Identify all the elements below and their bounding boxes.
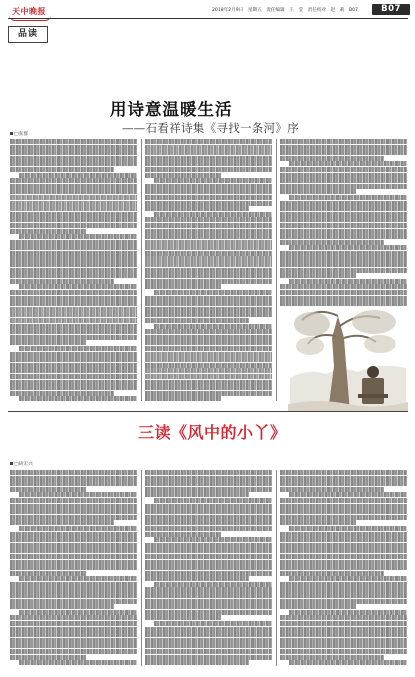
text-line [10, 632, 137, 637]
text-line [145, 195, 272, 200]
text-line [280, 615, 407, 620]
text-line [145, 526, 272, 531]
text-line [145, 504, 272, 509]
text-line [145, 509, 272, 514]
text-line [289, 161, 407, 166]
text-line [10, 520, 114, 525]
text-line [145, 599, 272, 604]
text-line [280, 150, 407, 155]
text-line [145, 307, 272, 312]
text-line [145, 593, 272, 598]
text-line [145, 184, 272, 189]
text-line [10, 229, 86, 234]
article-separator [8, 411, 408, 412]
text-line [10, 178, 137, 183]
column-divider [276, 470, 277, 666]
article2-column-3 [280, 470, 407, 666]
text-line [10, 245, 137, 250]
article1-headline: 用诗意温暖生活 [110, 100, 233, 119]
text-line [145, 329, 272, 334]
text-line [10, 335, 137, 340]
text-line [280, 571, 384, 576]
text-line [145, 145, 272, 150]
text-line [145, 318, 249, 323]
article1-column-1 [10, 139, 137, 401]
text-line [145, 649, 272, 654]
text-line [145, 357, 272, 362]
text-line [145, 615, 221, 620]
text-line [145, 201, 272, 206]
text-line [145, 380, 272, 385]
text-line [10, 537, 137, 542]
tree-illustration [288, 308, 408, 412]
text-line [145, 340, 272, 345]
column-divider [141, 139, 142, 401]
text-line [10, 312, 137, 317]
text-line [145, 660, 249, 665]
text-line [145, 167, 272, 172]
text-line [280, 223, 407, 228]
text-line [280, 532, 407, 537]
text-line [10, 363, 137, 368]
text-line [10, 599, 137, 604]
text-line [280, 145, 407, 150]
text-line [280, 638, 407, 643]
column-divider [141, 470, 142, 666]
text-line [280, 520, 356, 525]
text-line [280, 189, 356, 194]
article1-byline: □张群 [10, 130, 28, 137]
text-line [145, 638, 272, 643]
text-line [280, 256, 407, 261]
text-line [280, 599, 407, 604]
text-line [10, 262, 137, 267]
page-number-badge [372, 4, 410, 15]
text-line [280, 565, 407, 570]
text-line [145, 627, 272, 632]
text-line [10, 206, 137, 211]
text-line [280, 476, 407, 481]
text-line [280, 178, 407, 183]
text-line [145, 492, 249, 497]
text-line [145, 543, 272, 548]
text-line [154, 537, 272, 542]
text-line [145, 312, 272, 317]
text-line [145, 173, 221, 178]
text-line [10, 340, 86, 345]
text-line [10, 290, 137, 295]
article2-column-2 [145, 470, 272, 666]
text-line [280, 139, 407, 144]
text-line [10, 587, 137, 592]
text-line [145, 520, 272, 525]
text-line [280, 604, 356, 609]
text-line [10, 604, 114, 609]
text-line [145, 251, 272, 256]
text-line [10, 627, 137, 632]
text-line [280, 548, 407, 553]
logo-text: 天中晚报 [12, 6, 46, 16]
text-line [145, 273, 272, 278]
text-line [145, 548, 272, 553]
text-line [10, 548, 137, 553]
text-line [154, 498, 272, 503]
text-line [280, 234, 407, 239]
text-line [280, 201, 407, 206]
text-line [145, 576, 249, 581]
text-line [10, 638, 137, 643]
text-line [10, 301, 137, 306]
page-number: B07 [381, 4, 401, 14]
column-divider [276, 139, 277, 401]
text-line [10, 156, 137, 161]
text-line [10, 279, 114, 284]
text-line [145, 279, 272, 284]
text-line [145, 217, 272, 222]
text-line [145, 368, 272, 373]
text-line [10, 307, 137, 312]
text-line [145, 374, 272, 379]
text-line [10, 352, 137, 357]
text-line [280, 290, 407, 295]
header-meta: 2018年2月9日 星期五 责任编辑 王 莹 责任校对 赵 莉 B07 [212, 8, 358, 13]
text-line [280, 273, 356, 278]
text-line [289, 526, 407, 531]
text-line [145, 206, 249, 211]
text-line [145, 476, 272, 481]
text-line [10, 240, 137, 245]
text-line [280, 487, 384, 492]
text-line [280, 206, 407, 211]
text-line [10, 380, 137, 385]
text-line [10, 509, 137, 514]
text-line [10, 273, 137, 278]
text-line [280, 296, 407, 301]
text-line [280, 593, 407, 598]
text-line [289, 660, 407, 665]
text-line [19, 492, 137, 497]
text-line [145, 256, 272, 261]
text-line [10, 167, 114, 172]
text-line [10, 593, 137, 598]
text-line [280, 560, 407, 565]
text-line [10, 560, 137, 565]
text-line [145, 632, 272, 637]
text-line [145, 268, 272, 273]
text-line [289, 610, 407, 615]
section-label [8, 26, 48, 43]
text-line [10, 643, 137, 648]
text-line [280, 582, 407, 587]
text-line [10, 318, 137, 323]
text-line [289, 279, 407, 284]
text-line [145, 385, 272, 390]
text-line [145, 352, 272, 357]
text-line [280, 621, 407, 626]
text-line [145, 643, 272, 648]
text-line [145, 262, 272, 267]
text-line [19, 396, 137, 401]
text-line [10, 655, 86, 660]
text-line [145, 150, 272, 155]
text-line [19, 173, 137, 178]
article1-subheadline: ——石看祥诗集《寻找一条河》序 [122, 121, 299, 135]
text-line [280, 284, 407, 289]
text-line [280, 240, 384, 245]
text-line [280, 504, 407, 509]
text-line [145, 296, 272, 301]
text-line [10, 329, 137, 334]
text-line [10, 161, 137, 166]
text-line [19, 526, 137, 531]
text-line [145, 487, 272, 492]
text-line [145, 234, 272, 239]
article2-byline: □胡宏兴 [10, 460, 33, 467]
text-line [145, 229, 272, 234]
text-line [289, 195, 407, 200]
text-line [10, 615, 137, 620]
text-line [145, 481, 272, 486]
text-line [280, 156, 384, 161]
text-line [289, 492, 407, 497]
text-line [10, 296, 137, 301]
text-line [280, 301, 407, 306]
text-line [10, 217, 137, 222]
text-line [154, 290, 272, 295]
text-line [145, 363, 272, 368]
text-line [280, 632, 407, 637]
text-line [10, 145, 137, 150]
text-line [280, 229, 407, 234]
text-line [145, 391, 272, 396]
text-line [280, 643, 407, 648]
text-line [145, 245, 272, 250]
text-line [10, 565, 137, 570]
text-line [19, 284, 137, 289]
text-line [10, 374, 137, 379]
text-line [145, 515, 272, 520]
text-line [10, 357, 137, 362]
text-line [154, 212, 272, 217]
text-line [280, 470, 407, 475]
text-line [10, 223, 137, 228]
text-line [10, 201, 137, 206]
text-line [145, 532, 221, 537]
text-line [145, 565, 272, 570]
text-line [154, 621, 272, 626]
text-line [145, 610, 272, 615]
text-line [280, 655, 384, 660]
text-line [10, 498, 137, 503]
text-line [145, 470, 272, 475]
text-line [145, 189, 272, 194]
text-line [280, 627, 407, 632]
text-line [10, 649, 137, 654]
text-line [19, 660, 137, 665]
text-line [145, 587, 272, 592]
text-line [280, 649, 407, 654]
newspaper-logo [12, 6, 46, 17]
article2-column-1 [10, 470, 137, 666]
text-line [10, 150, 137, 155]
text-line [280, 509, 407, 514]
text-line [19, 234, 137, 239]
text-line [280, 587, 407, 592]
text-line [10, 268, 137, 273]
text-line [280, 498, 407, 503]
text-line [10, 470, 137, 475]
text-line [280, 167, 407, 172]
text-line [10, 195, 137, 200]
text-line [10, 543, 137, 548]
text-line [19, 346, 137, 351]
text-line [10, 515, 137, 520]
text-line [10, 621, 137, 626]
text-line [10, 391, 114, 396]
text-line [280, 262, 407, 267]
text-line [10, 385, 137, 390]
text-line [10, 476, 137, 481]
text-line [280, 515, 407, 520]
text-line [145, 346, 272, 351]
text-line [280, 173, 407, 178]
text-line [10, 504, 137, 509]
text-line [154, 582, 272, 587]
text-line [145, 554, 272, 559]
text-line [280, 217, 407, 222]
text-line [10, 324, 137, 329]
text-line [154, 324, 272, 329]
text-line [280, 543, 407, 548]
text-line [10, 251, 137, 256]
text-line [10, 184, 137, 189]
text-line [145, 240, 272, 245]
text-line [145, 560, 272, 565]
section-label-text: 品读 [17, 29, 38, 39]
text-line [145, 571, 272, 576]
text-line [280, 212, 407, 217]
text-line [145, 335, 272, 340]
text-line [154, 178, 272, 183]
text-line [289, 576, 407, 581]
text-line [280, 268, 407, 273]
text-line [145, 284, 221, 289]
text-line [10, 554, 137, 559]
header-rule [8, 18, 408, 19]
text-line [145, 156, 272, 161]
text-line [10, 256, 137, 261]
text-line [10, 481, 137, 486]
text-line [280, 251, 407, 256]
text-line [10, 571, 86, 576]
text-line [10, 212, 137, 217]
text-line [145, 396, 221, 401]
text-line [280, 184, 407, 189]
text-line [19, 610, 137, 615]
text-line [19, 576, 137, 581]
text-line [145, 301, 272, 306]
article1-column-3 [280, 139, 407, 307]
text-line [280, 537, 407, 542]
text-line [10, 487, 86, 492]
text-line [145, 223, 272, 228]
text-line [10, 189, 137, 194]
text-line [289, 245, 407, 250]
text-line [145, 604, 272, 609]
text-line [10, 368, 137, 373]
text-line [10, 532, 137, 537]
text-line [280, 481, 407, 486]
article1-column-2 [145, 139, 272, 401]
text-line [10, 139, 137, 144]
text-line [145, 161, 272, 166]
text-line [10, 582, 137, 587]
text-line [145, 139, 272, 144]
text-line [145, 655, 272, 660]
text-line [280, 554, 407, 559]
article2-headline: 三读《风中的小丫》 [138, 423, 287, 442]
